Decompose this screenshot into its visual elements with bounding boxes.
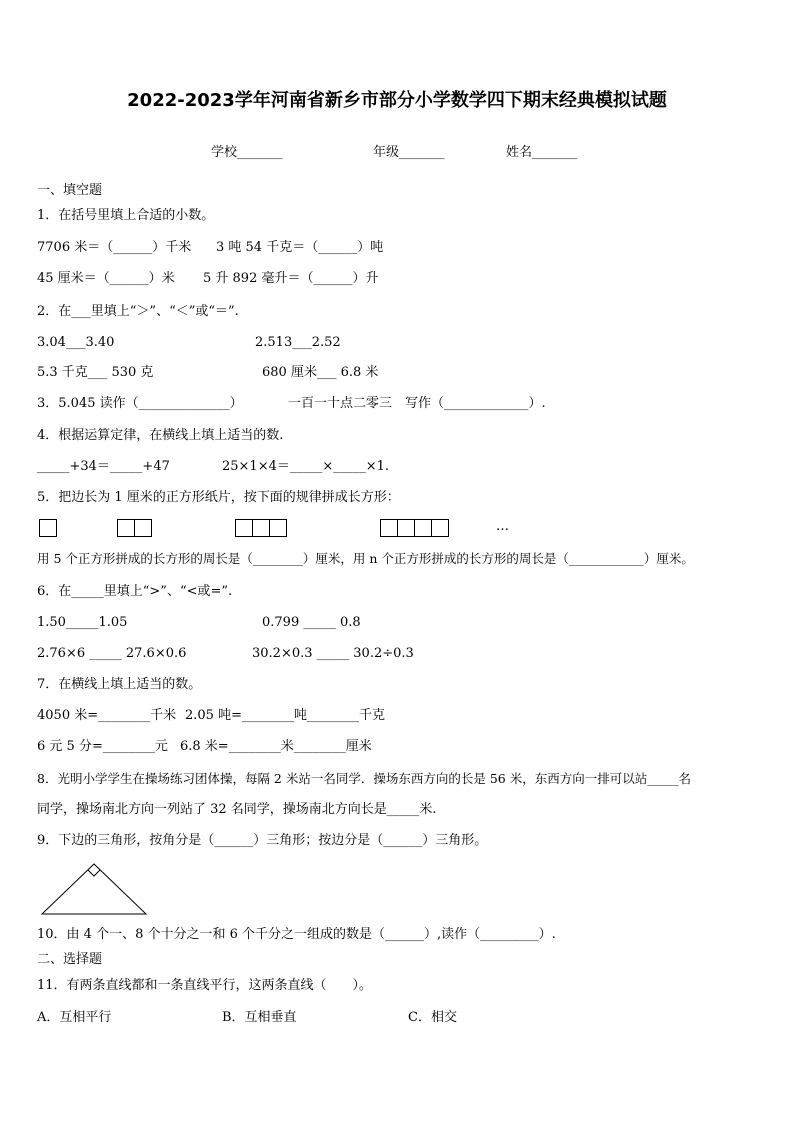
square-figure-4	[380, 519, 449, 536]
question-2-item-d: 680 厘米___ 6.8 米	[262, 365, 379, 380]
question-5-stem: 5．把边长为 1 厘米的正方形纸片，按下面的规律拼成长方形：	[37, 490, 400, 505]
question-7-item-c: 6 元 5 分=________元	[37, 739, 168, 754]
question-4-item-a: _____+34＝_____+47	[37, 459, 170, 474]
right-isosceles-triangle	[38, 858, 153, 918]
question-2-stem: 2．在___里填上“＞”、“＜”或“＝”.	[37, 304, 239, 319]
grade-field[interactable]: 年级_______	[373, 145, 445, 160]
question-6-item-d: 30.2×0.3 _____ 30.2÷0.3	[252, 646, 414, 661]
section-heading-fill-in: 一、填空题	[37, 183, 103, 198]
question-6-item-b: 0.799 _____ 0.8	[262, 615, 361, 630]
page-title: 2022-2023学年河南省新乡市部分小学数学四下期末经典模拟试题	[127, 90, 667, 111]
question-3-item-a: 3．5.045 读作（______________）	[37, 396, 243, 411]
question-8-line-1: 8．光明小学学生在操场练习团体操，每隔 2 米站一名同学．操场东西方向的长是 56 米，东西方向一排可以站_____名	[37, 771, 691, 786]
question-7-item-d: 6.8 米=________米________厘米	[180, 739, 372, 754]
question-11-stem: 11．有两条直线都和一条直线平行，这两条直线（ ）。	[37, 978, 373, 993]
question-7-stem: 7．在横线上填上适当的数。	[37, 677, 202, 692]
option-a[interactable]: A．互相平行	[37, 1010, 112, 1025]
question-2-item-a: 3.04___3.40	[37, 335, 115, 350]
question-1-stem: 1．在括号里填上合适的小数。	[37, 208, 215, 223]
question-4-stem: 4．根据运算定律，在横线上填上适当的数.	[37, 428, 284, 443]
question-5-answer: 用 5 个正方形拼成的长方形的周长是（________）厘米，用 n 个正方形拼成的长方形的周长是（____________）厘米。	[37, 551, 694, 566]
question-8-line-2: 同学，操场南北方向一列站了 32 名同学，操场南北方向长是_____米.	[37, 802, 437, 817]
option-c[interactable]: C．相交	[408, 1010, 457, 1025]
option-b[interactable]: B．互相垂直	[222, 1010, 297, 1025]
question-1-item-d: 5 升 892 毫升＝（______）升	[203, 271, 379, 286]
question-7-item-b: 2.05 吨=________吨________千克	[185, 708, 385, 723]
question-2-item-b: 2.513___2.52	[255, 335, 341, 350]
square-figure-2	[117, 519, 152, 536]
question-1-item-a: 7706 米＝（______）千米	[37, 240, 192, 255]
question-3-item-b: 一百一十点二零三 写作（_____________）.	[288, 396, 546, 411]
question-9-stem: 9．下边的三角形，按角分是（______）三角形；按边分是（______）三角形。	[37, 833, 488, 848]
question-1-item-b: 3 吨 54 千克＝（______）吨	[216, 240, 384, 255]
question-7-item-a: 4050 米=________千米	[37, 708, 177, 723]
school-field[interactable]: 学校_______	[211, 145, 283, 160]
question-6-item-a: 1.50_____1.05	[37, 615, 128, 630]
question-2-item-c: 5.3 千克___ 530 克	[37, 365, 154, 380]
question-6-stem: 6．在_____里填上“>”、“<或=”.	[37, 584, 233, 599]
section-heading-choice: 二、选择题	[37, 952, 103, 967]
question-6-item-c: 2.76×6 _____ 27.6×0.6	[37, 646, 187, 661]
question-4-item-b: 25×1×4＝_____×_____×1.	[222, 459, 390, 474]
question-1-item-c: 45 厘米＝（______）米	[37, 271, 175, 286]
question-10-stem: 10．由 4 个一、8 个十分之一和 6 个千分之一组成的数是（______）,读作（_________）.	[37, 927, 556, 942]
name-field[interactable]: 姓名_______	[506, 145, 578, 160]
square-figure-3	[235, 519, 287, 536]
question-5-ellipsis: …	[496, 519, 509, 534]
square-figure-1	[39, 519, 57, 536]
